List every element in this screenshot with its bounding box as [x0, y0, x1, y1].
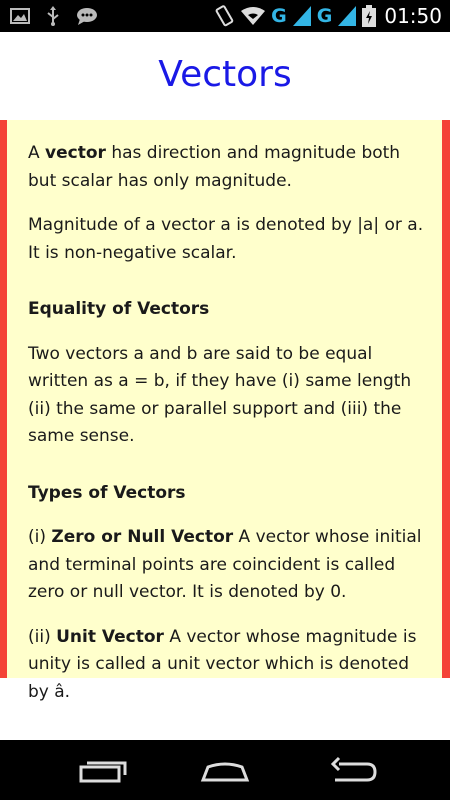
- term-zero-vector: Zero or Null Vector: [51, 527, 234, 547]
- chat-bubble-icon: [76, 7, 98, 25]
- term-unit-vector: Unit Vector: [56, 626, 164, 647]
- content-panel: [7, 120, 442, 702]
- item-zero-vector: (i) Zero or Null Vector A vector whose initial and terminal points are coincident is called zero or null vector. It is denoted by 0.: [28, 527, 422, 602]
- paragraph-magnitude: Magnitude of a vector a is denoted by |a| or a. It is non-negative scalar.: [28, 215, 424, 263]
- left-accent-bar: [0, 120, 7, 678]
- battery-icon: [362, 5, 376, 27]
- home-icon: [195, 750, 255, 790]
- recent-apps-button[interactable]: [71, 750, 131, 790]
- paragraph-vector-definition: A vector has direction and magnitude both but scalar has only magnitude.: [28, 143, 401, 191]
- page-title: Vectors: [158, 54, 292, 95]
- signal-icon: [338, 6, 356, 26]
- network-type-label: G: [316, 5, 333, 27]
- header: [0, 32, 450, 120]
- back-icon: [321, 750, 381, 790]
- home-button[interactable]: [195, 750, 255, 790]
- heading-equality-of-vectors: Equality of Vectors: [28, 299, 210, 319]
- right-accent-bar: [442, 120, 450, 678]
- content-scroll-area[interactable]: [0, 120, 450, 702]
- recent-apps-icon: [71, 750, 131, 790]
- navigation-bar: [0, 740, 450, 800]
- image-icon: [10, 8, 30, 24]
- back-button[interactable]: [321, 750, 381, 790]
- heading-types-of-vectors: Types of Vectors: [28, 482, 186, 503]
- status-bar: [0, 0, 450, 32]
- network-type-label: G: [271, 5, 287, 27]
- term-vector: vector: [45, 143, 106, 163]
- signal-icon: [293, 6, 311, 26]
- paragraph-equality: Two vectors a and b are said to be equal written as a = b, if they have (i) same length (ii) the same or parallel support and (iii) the same sense.: [28, 343, 412, 446]
- usb-icon: [46, 6, 60, 26]
- wifi-icon: [241, 6, 265, 26]
- item-unit-vector: (ii) Unit Vector A vector whose magnitude is unity is called a unit vector which is denoted by â.: [28, 626, 417, 702]
- clock: 01:50: [384, 4, 442, 28]
- vibrate-icon: [213, 5, 235, 27]
